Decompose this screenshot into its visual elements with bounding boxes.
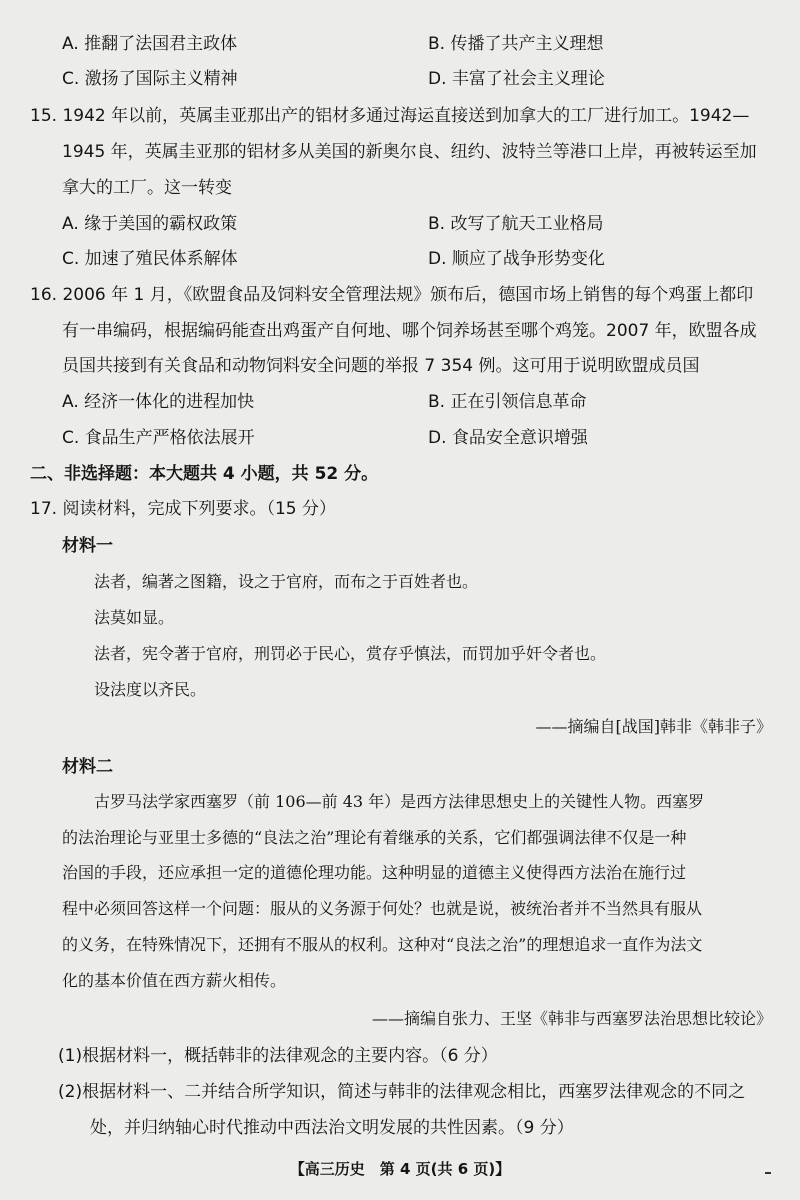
material-1-line-3: 法者，宪令著于官府，刑罚必于民心，赏存乎慎法，而罚加乎奸令者也。: [94, 644, 607, 663]
material-2-line-6: 化的基本价值在西方薪火相传。: [62, 971, 287, 990]
material-2-source: ——摘编自张力、王坚《韩非与西塞罗法治思想比较论》: [371, 1009, 772, 1028]
material-1-label: 材料一: [62, 536, 113, 556]
material-2-line-2: 的法治理论与亚里士多德的“良法之治”理论有着继承的关系，它们都强调法律不仅是一种: [62, 828, 687, 847]
q16-option-a: A. 经济一体化的进程加快: [62, 392, 255, 412]
q16-option-b: B. 正在引领信息革命: [428, 392, 587, 412]
page-mark: [765, 1172, 771, 1174]
q14-option-d: D. 丰富了社会主义理论: [428, 69, 605, 89]
q15-option-d: D. 顺应了战争形势变化: [428, 249, 605, 269]
material-1-line-2: 法莫如显。: [94, 608, 175, 627]
q16-stem-line-3: 员国共接到有关食品和动物饲料安全问题的举报 7 354 例。这可用于说明欧盟成员国: [62, 356, 700, 376]
q16-stem-line-1: 16. 2006 年 1 月，《欧盟食品及饲料安全管理法规》颁布后，德国市场上销售的每个鸡蛋上都印: [30, 285, 754, 305]
q17-subquestion-2-line-2: 处，并归纳轴心时代推动中西法治文明发展的共性因素。（9 分）: [90, 1118, 574, 1138]
q17-subquestion-1: (1)根据材料一，概括韩非的法律观念的主要内容。（6 分）: [58, 1046, 498, 1066]
q14-option-c: C. 激扬了国际主义精神: [62, 69, 238, 89]
material-2-line-3: 治国的手段，还应承担一定的道德伦理功能。这种明显的道德主义使得西方法治在施行过: [62, 863, 687, 882]
q17-subquestion-2-line-1: (2)根据材料一、二并结合所学知识，简述与韩非的法律观念相比，西塞罗法律观念的不同之: [58, 1082, 746, 1102]
material-1-source: ——摘编自[战国]韩非《韩非子》: [535, 717, 772, 736]
section-2-title: 二、非选择题：本大题共 4 小题，共 52 分。: [30, 464, 379, 484]
material-1-line-1: 法者，编著之图籍，设之于官府，而布之于百姓者也。: [94, 572, 479, 591]
q15-stem-line-1: 15. 1942 年以前，英属圭亚那出产的铝材多通过海运直接送到加拿大的工厂进行加工。1942—: [30, 106, 750, 126]
q15-option-a: A. 缘于美国的霸权政策: [62, 214, 238, 234]
q16-option-c: C. 食品生产严格依法展开: [62, 428, 255, 448]
q15-option-c: C. 加速了殖民体系解体: [62, 249, 238, 269]
material-2-line-5: 的义务，在特殊情况下，还拥有不服从的权利。这种对“良法之治”的理想追求一直作为法文: [62, 935, 703, 954]
material-2-label: 材料二: [62, 757, 113, 777]
q14-option-b: B. 传播了共产主义理想: [428, 34, 604, 54]
q15-stem-line-2: 1945 年，英属圭亚那的铝材多从美国的新奥尔良、纽约、波特兰等港口上岸，再被转运至加: [62, 142, 757, 162]
page-footer: 【高三历史 第 4 页(共 6 页)】: [289, 1160, 511, 1178]
q16-option-d: D. 食品安全意识增强: [428, 428, 588, 448]
material-2-line-4: 程中必须回答这样一个问题：服从的义务源于何处？也就是说，被统治者并不当然具有服从: [62, 899, 703, 918]
q15-option-b: B. 改写了航天工业格局: [428, 214, 604, 234]
q14-option-a: A. 推翻了法国君主政体: [62, 34, 238, 54]
material-1-line-4: 设法度以齐民。: [94, 680, 207, 699]
q17-intro: 17. 阅读材料，完成下列要求。（15 分）: [30, 499, 336, 519]
q16-stem-line-2: 有一串编码，根据编码能查出鸡蛋产自何地、哪个饲养场甚至哪个鸡笼。2007 年，欧盟各成: [62, 321, 757, 341]
q15-stem-line-3: 拿大的工厂。这一转变: [62, 178, 232, 198]
material-2-line-1: 古罗马法学家西塞罗（前 106—前 43 年）是西方法律思想史上的关键性人物。西塞罗: [94, 792, 705, 811]
